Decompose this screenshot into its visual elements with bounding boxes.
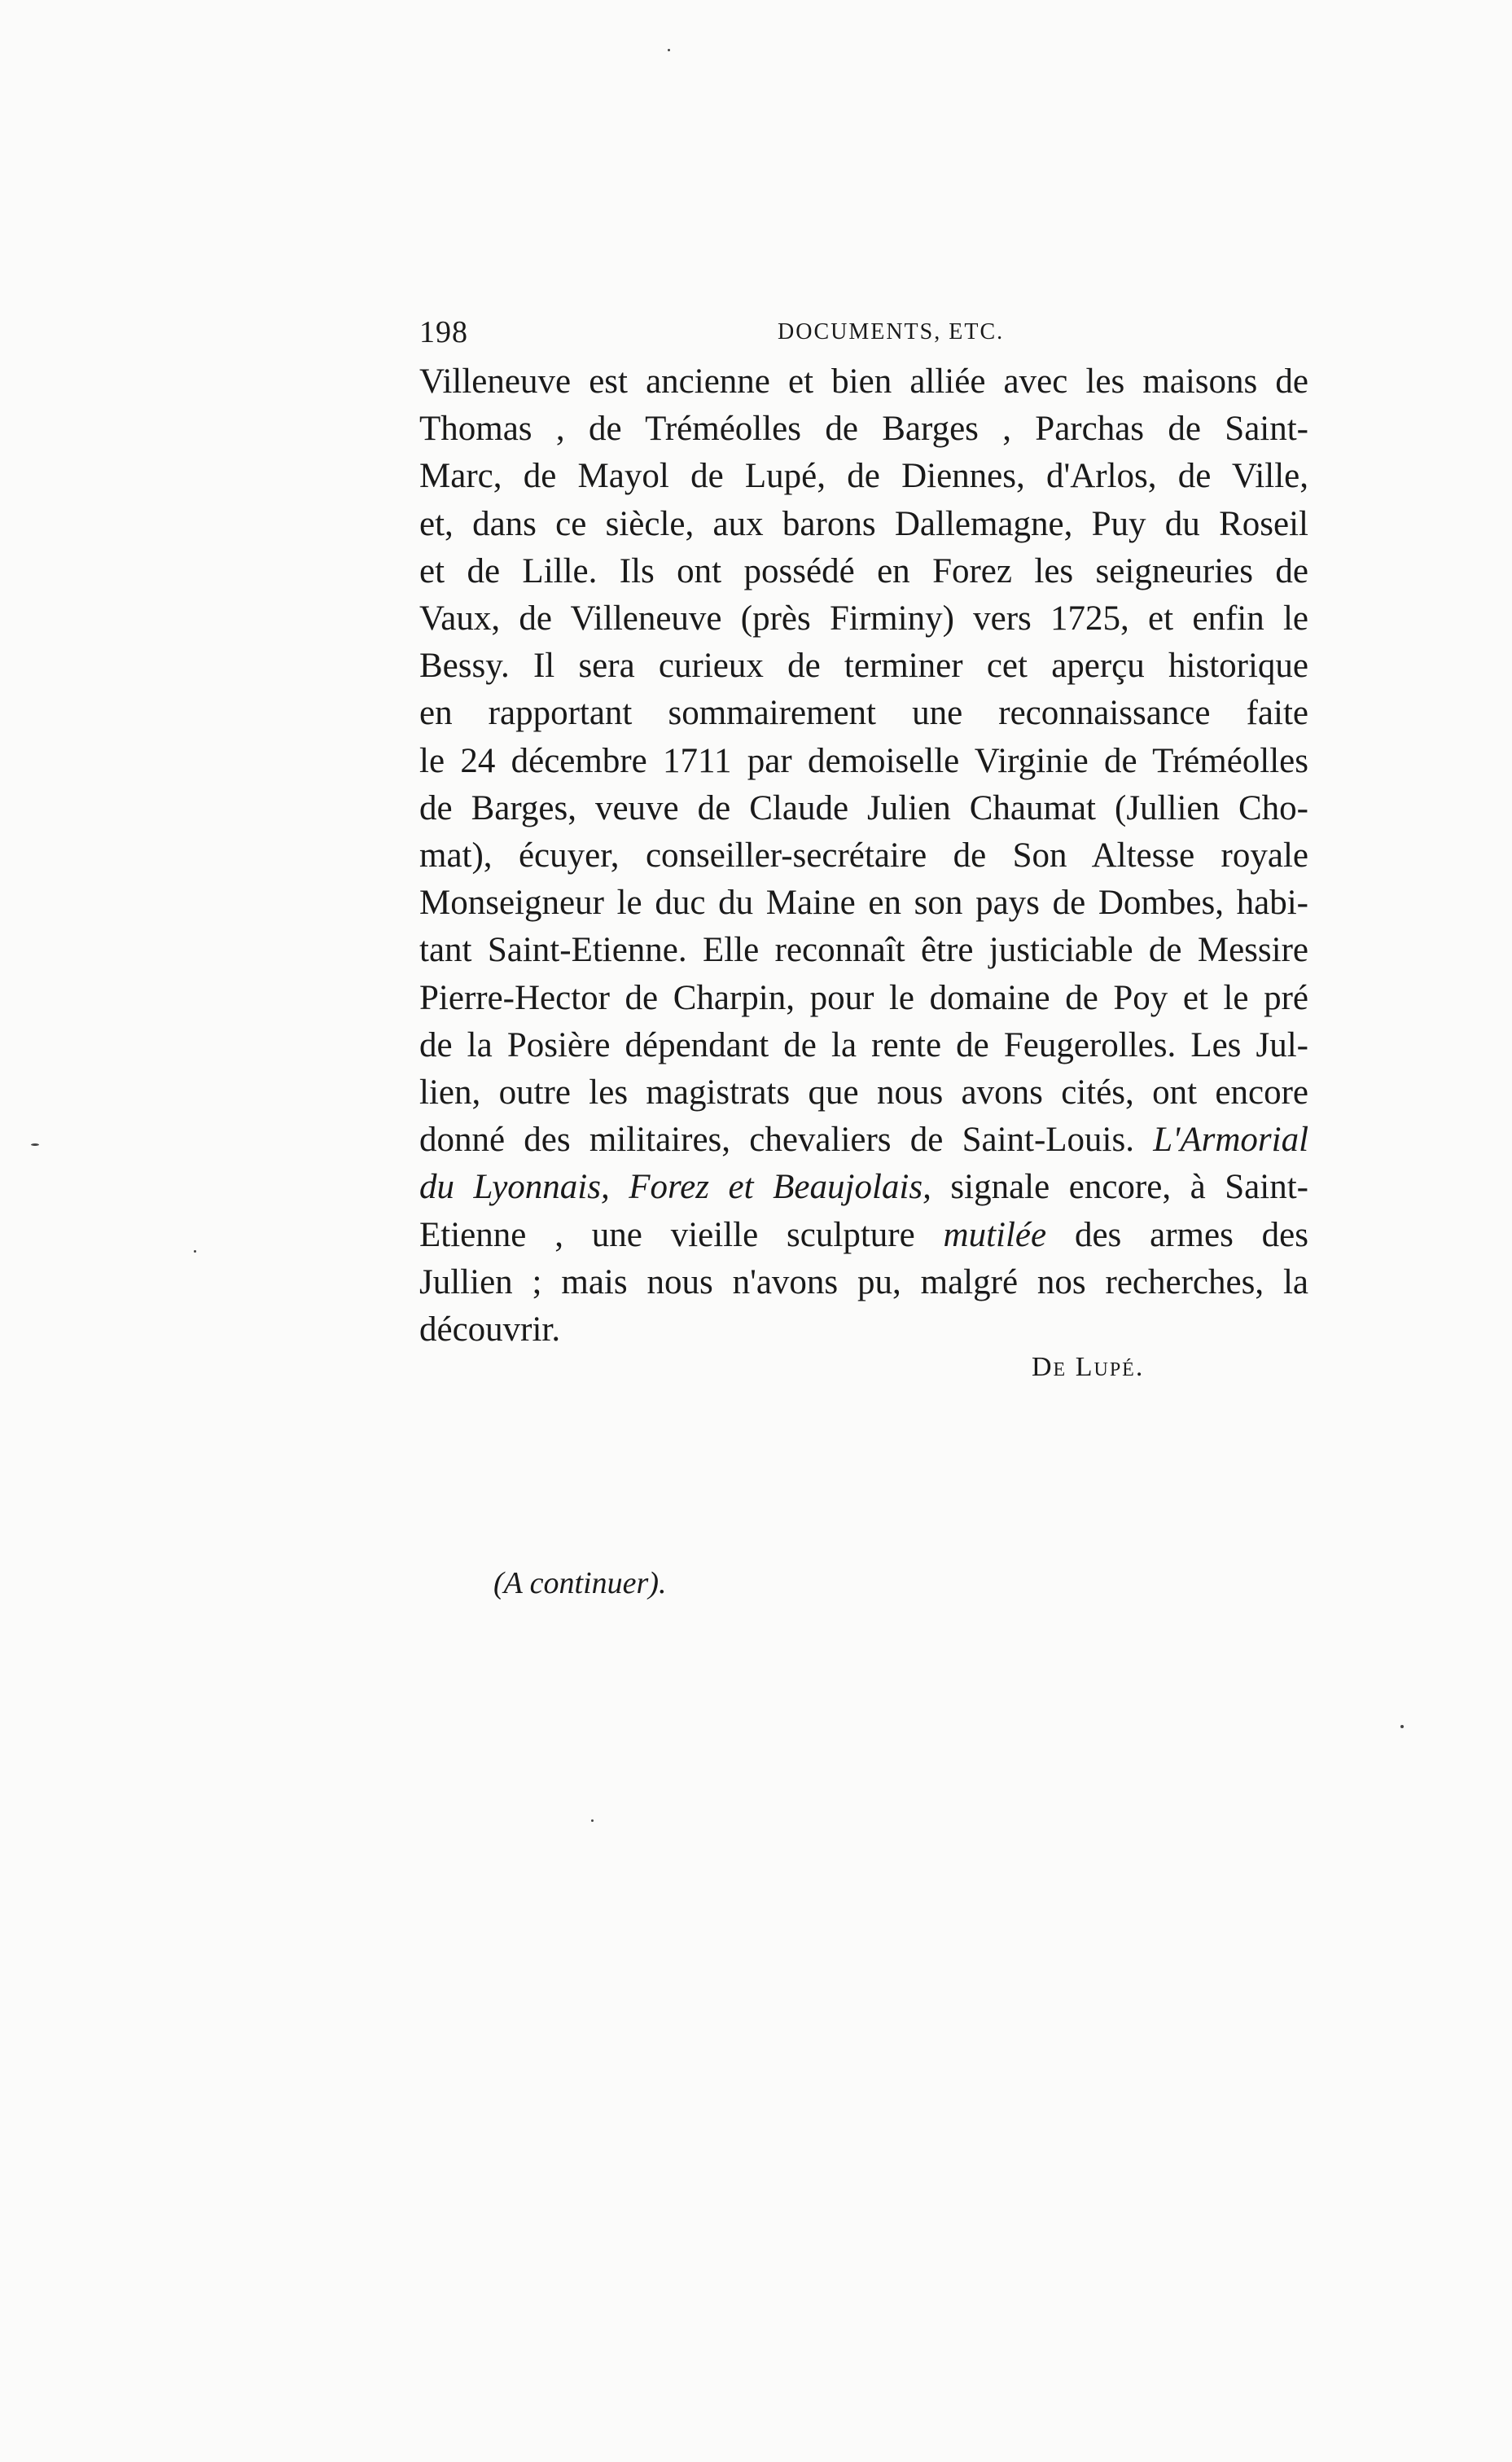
text-line: Bessy. Il sera curieux de terminer cet aperçu historique <box>419 647 1308 686</box>
text-line-with-italic <box>419 1212 1308 1259</box>
text-line-with-italic <box>419 1117 1308 1164</box>
text-line: de Barges, veuve de Claude Julien Chaumat (Jullien Cho- <box>419 788 1308 827</box>
italic-title: L'Armorial <box>1153 1121 1309 1160</box>
text-line: et de Lille. Ils ont possédé en Forez les seigneuries de <box>419 551 1308 590</box>
paper-speck <box>1400 1725 1404 1728</box>
text-line: Marc, de Mayol de Lupé, de Diennes, d'Arlos, de Ville, <box>419 457 1308 496</box>
text-line: et, dans ce siècle, aux barons Dallemagne, Puy du Roseil <box>419 504 1308 543</box>
page-number: 198 <box>419 315 468 349</box>
paper-speck <box>668 49 670 51</box>
text-line: Jullien ; mais nous n'avons pu, malgré nos recherches, la <box>419 1262 1308 1301</box>
body-paragraph <box>419 358 1308 1354</box>
line-text: des armes des <box>1046 1215 1308 1254</box>
line-text: signale encore, à Saint- <box>931 1168 1308 1207</box>
text-line: mat), écuyer, conseiller-secrétaire de Son Altesse royale <box>419 836 1308 876</box>
text-line: Vaux, de Villeneuve (près Firminy) vers 1725, et enfin le <box>419 599 1308 639</box>
running-header <box>419 314 1260 355</box>
italic-title: du Lyonnais, Forez et Beaujolais, <box>419 1168 931 1207</box>
author-signature: De Lupé. <box>1032 1352 1145 1382</box>
paper-speck <box>31 1143 39 1146</box>
text-line: Pierre-Hector de Charpin, pour le domaine de Poy et le pré <box>419 978 1308 1017</box>
text-line: découvrir. <box>419 1310 561 1349</box>
to-be-continued-note: (A continuer). <box>493 1566 667 1600</box>
paper-speck <box>591 1819 594 1822</box>
line-text: Etienne , une vieille sculpture <box>419 1215 944 1254</box>
italic-word: mutilée <box>943 1215 1047 1254</box>
line-text: donné des militaires, chevaliers de Saint-Louis. <box>419 1121 1134 1160</box>
paper-speck <box>194 1250 196 1253</box>
text-line: Thomas , de Tréméolles de Barges , Parchas de Saint- <box>419 410 1308 449</box>
text-line: tant Saint-Etienne. Elle reconnaît être justiciable de Messire <box>419 931 1308 970</box>
text-line: de la Posière dépendant de la rente de Feugerolles. Les Jul- <box>419 1025 1308 1064</box>
running-title: DOCUMENTS, ETC. <box>778 319 1005 345</box>
text-line: lien, outre les magistrats que nous avons cités, ont encore <box>419 1073 1308 1113</box>
text-line: le 24 décembre 1711 par demoiselle Virginie de Tréméolles <box>419 741 1308 780</box>
text-line-with-italic <box>419 1164 1308 1211</box>
text-line: en rapportant sommairement une reconnaissance faite <box>419 694 1308 733</box>
text-line: Villeneuve est ancienne et bien alliée avec les maisons de <box>419 362 1308 401</box>
text-line: Monseigneur le duc du Maine en son pays de Dombes, habi- <box>419 884 1308 923</box>
